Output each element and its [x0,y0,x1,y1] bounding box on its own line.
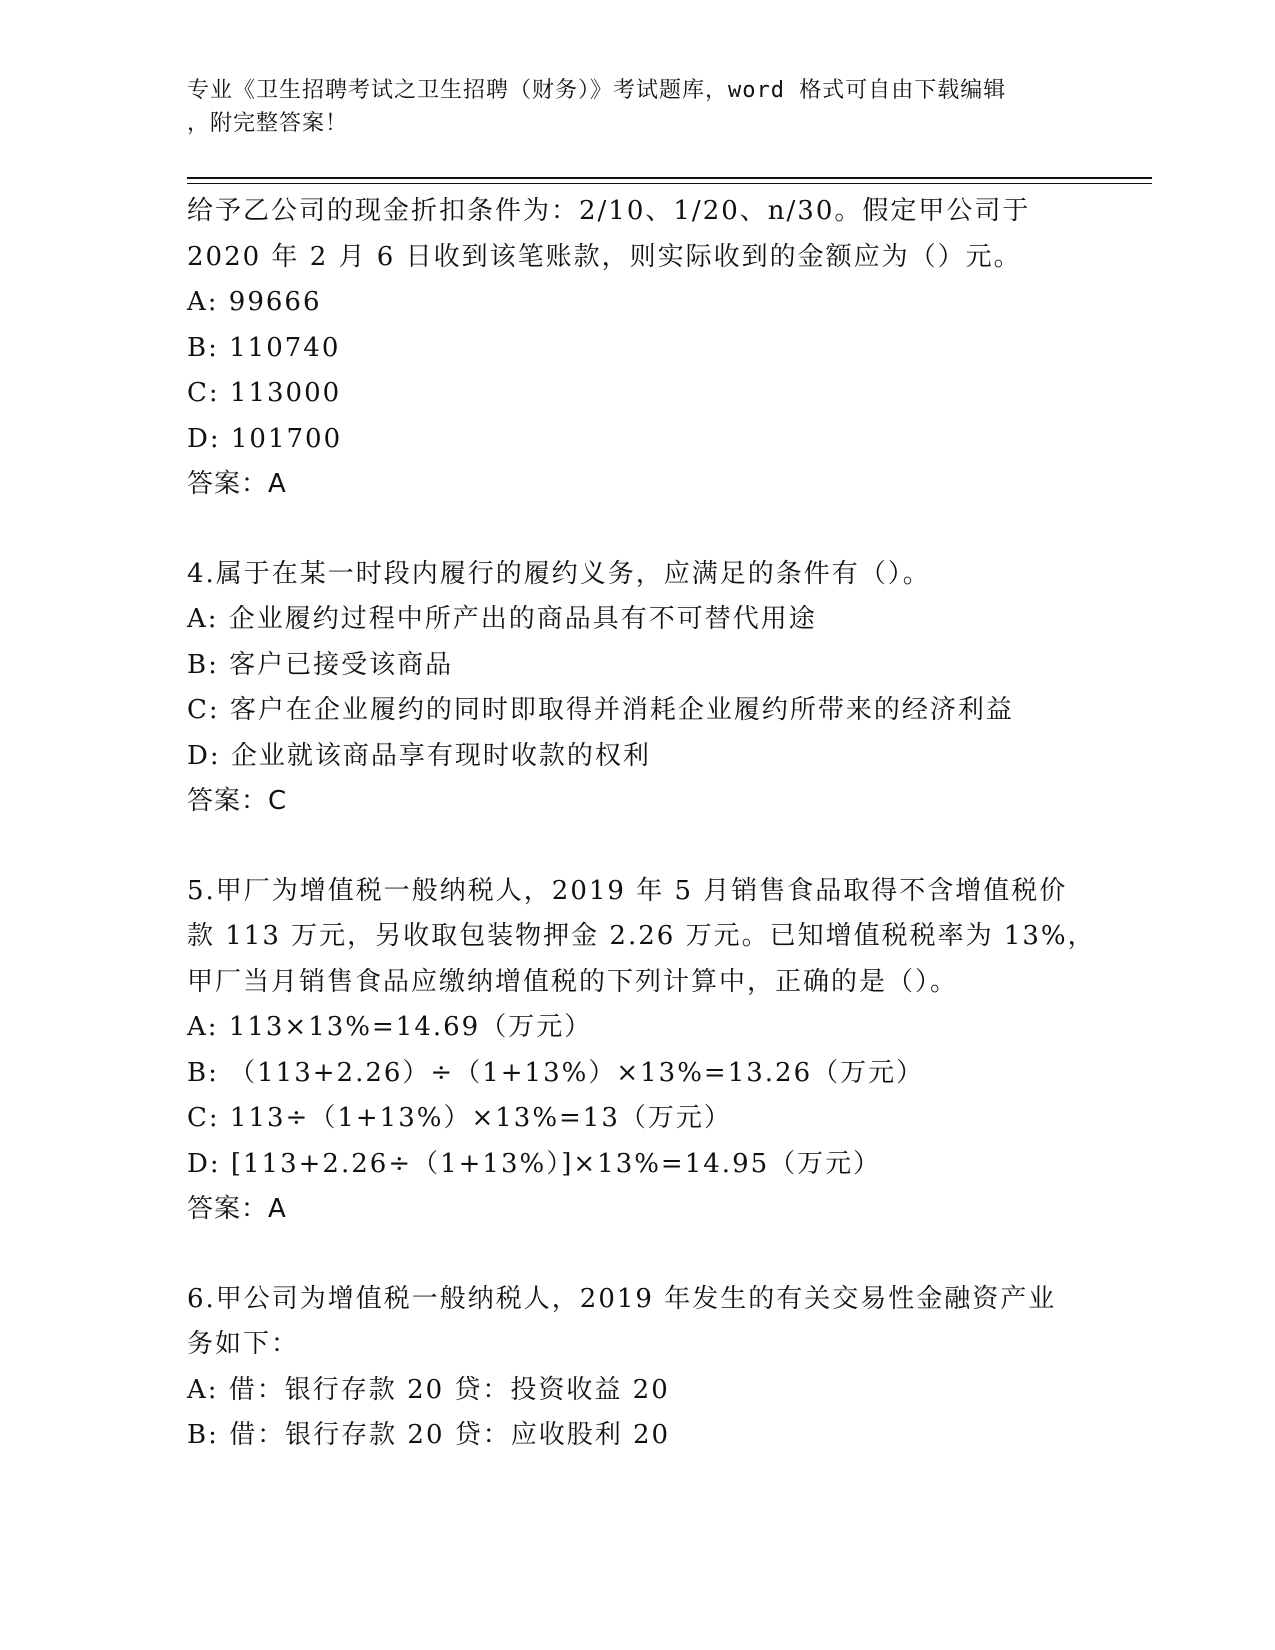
question-5 [187,869,1096,1233]
option-d: D: 企业就该商品享有现时收款的权利 [187,740,651,771]
option-b: B: （113+2.26）÷（1+13%）×13%=13.26（万元） [187,1057,925,1088]
question-stem: 款 113 万元，另收取包装物押金 2.26 万元。已知增值税税率为 13%， [187,921,1096,951]
question-stem: 务如下： [187,1329,300,1359]
question-stem: 甲厂当月销售食品应缴纳增值税的下列计算中，正确的是（）。 [187,966,959,997]
document-header [187,74,1067,140]
spacer [187,825,1067,869]
option-d: D: 101700 [187,423,343,454]
answer: 答案：A [187,469,287,499]
option-d: D: [113+2.26÷（1+13%）]×13%=14.95（万元） [187,1148,882,1179]
header-line-1: 专业《卫生招聘考试之卫生招聘（财务）》考试题库，word 格式可自由下载编辑 [187,78,1007,103]
spacer [187,508,1067,552]
option-c: C: 113000 [187,378,342,408]
question-stem: 5.甲厂为增值税一般纳税人，2019 年 5 月销售食品取得不含增值税价 [187,875,1068,906]
option-c: C: 113÷（1+13%）×13%=13（万元） [187,1103,732,1133]
question-4 [187,552,1067,825]
option-a: A: 借：银行存款 20 贷：投资收益 20 [187,1374,670,1405]
header-line-2: ，附完整答案！ [187,111,349,136]
option-a: A: 99666 [187,287,322,317]
question-stem: 4.属于在某一时段内履行的履约义务，应满足的条件有（）。 [187,558,931,589]
option-b: B: 110740 [187,332,341,363]
option-a: A: 113×13%=14.69（万元） [187,1012,593,1042]
option-a: A: 企业履约过程中所产出的商品具有不可替代用途 [187,604,817,634]
spacer [187,1233,1067,1277]
question-6 [187,1277,1067,1459]
question-3 [187,189,1067,508]
question-stem: 给予乙公司的现金折扣条件为：2/10、1/20、n/30。假定甲公司于 [187,196,1031,226]
question-list [187,189,1096,1459]
header-divider-thick [187,177,1152,179]
answer: 答案：C [187,786,288,816]
question-stem: 6.甲公司为增值税一般纳税人，2019 年发生的有关交易性金融资产业 [187,1283,1057,1314]
option-c: C: 客户在企业履约的同时即取得并消耗企业履约所带来的经济利益 [187,695,1014,725]
header-divider-thin [187,183,1152,184]
question-stem: 2020 年 2 月 6 日收到该笔账款，则实际收到的金额应为（）元。 [187,241,1022,272]
option-b: B: 借：银行存款 20 贷：应收股利 20 [187,1420,671,1450]
answer: 答案：A [187,1194,287,1224]
option-b: B: 客户已接受该商品 [187,649,454,680]
